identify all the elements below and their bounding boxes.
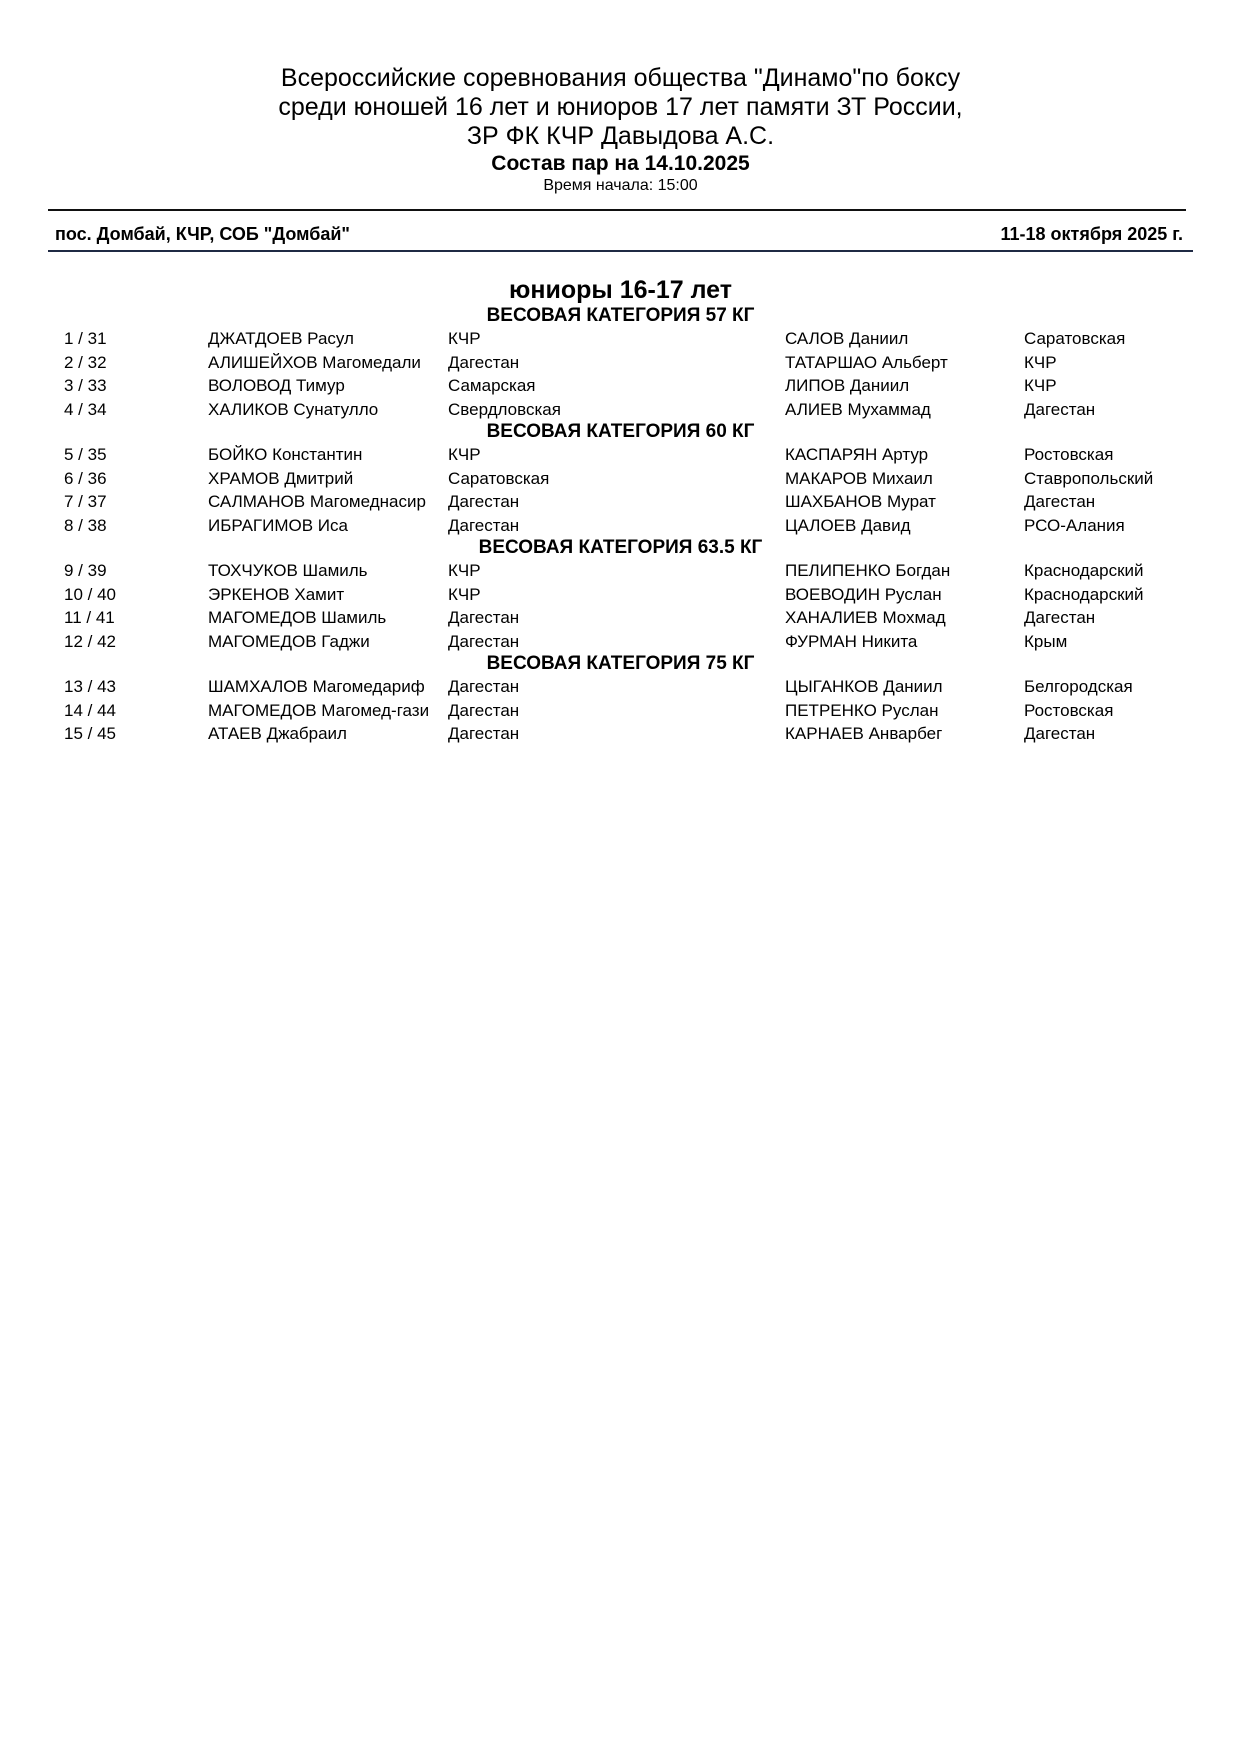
bout-number: 1 / 31: [64, 329, 107, 348]
red-corner-name: САЛМАНОВ Магомеднасир: [208, 492, 426, 511]
weight-category-heading: ВЕСОВАЯ КАТЕГОРИЯ 60 КГ: [486, 421, 755, 442]
weight-category-section: [0, 653, 1241, 746]
blue-corner-region: КЧР: [1024, 376, 1057, 395]
bout-row: [0, 490, 1241, 514]
blue-corner-region: Дагестан: [1024, 724, 1096, 743]
blue-corner-region: Краснодарский: [1024, 584, 1144, 604]
blue-corner-name: АЛИЕВ Мухаммад: [785, 399, 931, 419]
bout-row: [0, 722, 1241, 746]
red-corner-name: БОЙКО Константин: [208, 445, 363, 464]
blue-corner-region: Краснодарский: [1024, 561, 1144, 580]
blue-corner-name: МАКАРОВ Михаил: [785, 468, 933, 488]
title-line-1: Всероссийские соревнования общества "Динамо"по боксу: [280, 64, 961, 92]
blue-corner-name: ШАХБАНОВ Мурат: [785, 492, 936, 511]
red-corner-region: Дагестан: [448, 631, 520, 651]
bout-row: [0, 374, 1241, 398]
bout-row: [0, 398, 1241, 422]
blue-corner-name: ПЕЛИПЕНКО Богдан: [785, 561, 951, 580]
red-corner-name: ЭРКЕНОВ Хамит: [208, 584, 345, 604]
weight-category-section: [0, 537, 1241, 653]
bout-row: [0, 606, 1241, 630]
red-corner-name: ВОЛОВОД Тимур: [208, 376, 345, 395]
red-corner-name: МАГОМЕДОВ Гаджи: [208, 631, 370, 651]
red-corner-region: Дагестан: [448, 608, 520, 627]
pairs-date-title: Состав пар на 14.10.2025: [491, 152, 750, 175]
event-dates: 11-18 октября 2025 г.: [1000, 224, 1183, 244]
venue: пос. Домбай, КЧР, СОБ "Домбай": [55, 224, 350, 244]
bout-number: 4 / 34: [64, 399, 107, 419]
red-corner-name: ИБРАГИМОВ Иса: [208, 515, 348, 535]
red-corner-region: Дагестан: [448, 677, 520, 696]
blue-corner-name: ХАНАЛИЕВ Мохмад: [785, 608, 946, 627]
blue-corner-name: ПЕТРЕНКО Руслан: [785, 700, 939, 720]
bout-row: [0, 699, 1241, 723]
blue-corner-region: Белгородская: [1024, 677, 1133, 696]
blue-corner-region: Ставропольский: [1024, 468, 1154, 488]
red-corner-name: АТАЕВ Джабраил: [208, 724, 347, 743]
bout-number: 9 / 39: [64, 561, 107, 580]
red-corner-region: Дагестан: [448, 724, 520, 743]
weight-category-heading: ВЕСОВАЯ КАТЕГОРИЯ 57 КГ: [486, 305, 755, 326]
red-corner-region: Дагестан: [448, 700, 520, 720]
red-corner-name: ДЖАТДОЕВ Расул: [208, 329, 354, 348]
blue-corner-region: Саратовская: [1024, 329, 1126, 348]
bout-row: [0, 559, 1241, 583]
red-corner-name: ХРАМОВ Дмитрий: [208, 468, 354, 488]
title-line-3: ЗР ФК КЧР Давыдова А.С.: [466, 122, 775, 150]
red-corner-region: КЧР: [448, 584, 481, 604]
title-line-2: среди юношей 16 лет и юниоров 17 лет памяти ЗТ России,: [278, 93, 963, 121]
bout-row: [0, 514, 1241, 538]
bout-number: 5 / 35: [64, 445, 107, 464]
red-corner-region: Дагестан: [448, 492, 520, 511]
red-corner-region: Самарская: [448, 376, 536, 395]
blue-corner-name: САЛОВ Даниил: [785, 329, 909, 348]
bout-number: 14 / 44: [64, 700, 116, 720]
bottom-divider: [48, 250, 1193, 252]
bout-number: 12 / 42: [64, 631, 116, 651]
start-time: Время начала: 15:00: [543, 177, 698, 194]
blue-corner-name: ЦАЛОЕВ Давид: [785, 515, 911, 535]
weight-category-section: [0, 305, 1241, 421]
bout-number: 11 / 41: [64, 608, 115, 627]
bout-number: 15 / 45: [64, 724, 116, 743]
age-group-heading: юниоры 16-17 лет: [509, 276, 732, 304]
bouts-list: [0, 275, 1241, 746]
blue-corner-name: ВОЕВОДИН Руслан: [785, 584, 942, 604]
blue-corner-region: РСО-Алания: [1024, 515, 1125, 535]
bout-number: 3 / 33: [64, 376, 107, 395]
bout-row: [0, 630, 1241, 654]
weight-categories: [0, 305, 1241, 746]
top-divider: [48, 209, 1186, 211]
bout-row: [0, 467, 1241, 491]
red-corner-region: КЧР: [448, 329, 481, 348]
bout-row: [0, 443, 1241, 467]
weight-category-section: [0, 421, 1241, 537]
bout-number: 10 / 40: [64, 584, 116, 604]
blue-corner-region: Крым: [1024, 631, 1068, 651]
bout-number: 2 / 32: [64, 352, 107, 372]
weight-category-heading: ВЕСОВАЯ КАТЕГОРИЯ 63.5 КГ: [478, 537, 763, 558]
document-header: [0, 64, 1241, 195]
blue-corner-region: Дагестан: [1024, 399, 1096, 419]
bout-row: [0, 327, 1241, 351]
red-corner-name: МАГОМЕДОВ Шамиль: [208, 608, 387, 627]
blue-corner-region: Дагестан: [1024, 492, 1096, 511]
weight-category-heading: ВЕСОВАЯ КАТЕГОРИЯ 75 КГ: [486, 653, 755, 674]
red-corner-region: Дагестан: [448, 515, 520, 535]
bout-number: 7 / 37: [64, 492, 107, 511]
red-corner-region: Дагестан: [448, 352, 520, 372]
blue-corner-name: КАСПАРЯН Артур: [785, 445, 929, 464]
red-corner-region: КЧР: [448, 445, 481, 464]
red-corner-name: МАГОМЕДОВ Магомед-гази: [208, 700, 430, 720]
red-corner-name: ХАЛИКОВ Сунатулло: [208, 399, 379, 419]
red-corner-region: Свердловская: [448, 399, 561, 419]
blue-corner-name: ЦЫГАНКОВ Даниил: [785, 677, 943, 696]
red-corner-name: ШАМХАЛОВ Магомедариф: [208, 677, 425, 696]
blue-corner-name: ТАТАРШАО Альберт: [785, 352, 948, 372]
bout-row: [0, 675, 1241, 699]
blue-corner-region: Дагестан: [1024, 608, 1096, 627]
red-corner-name: АЛИШЕЙХОВ Магомедали: [208, 352, 421, 372]
bout-number: 8 / 38: [64, 515, 107, 535]
red-corner-name: ТОХЧУКОВ Шамиль: [208, 561, 368, 580]
bout-number: 13 / 43: [64, 677, 116, 696]
bout-number: 6 / 36: [64, 468, 107, 488]
blue-corner-region: КЧР: [1024, 352, 1057, 372]
red-corner-region: Саратовская: [448, 468, 550, 488]
blue-corner-name: ФУРМАН Никита: [785, 631, 918, 651]
bout-row: [0, 583, 1241, 607]
bout-row: [0, 351, 1241, 375]
red-corner-region: КЧР: [448, 561, 481, 580]
blue-corner-region: Ростовская: [1024, 700, 1114, 720]
blue-corner-region: Ростовская: [1024, 445, 1114, 464]
blue-corner-name: КАРНАЕВ Анварбег: [785, 724, 943, 743]
blue-corner-name: ЛИПОВ Даниил: [785, 376, 910, 395]
